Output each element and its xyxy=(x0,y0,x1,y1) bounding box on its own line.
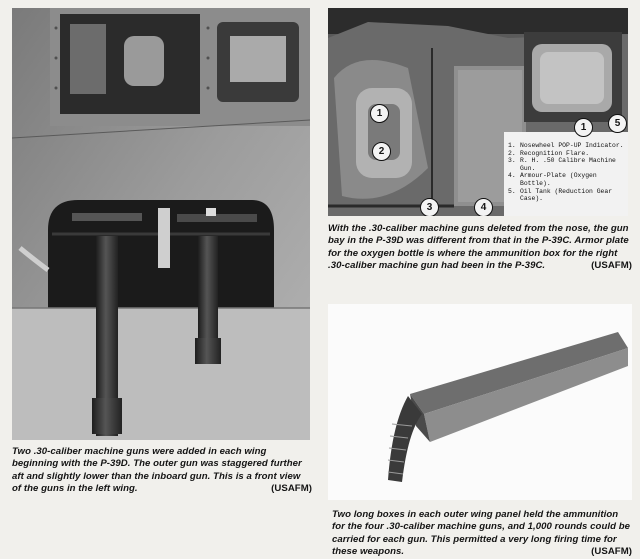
ammo-box-caption xyxy=(332,509,632,559)
legend-item: 2. Recognition Flare. xyxy=(508,149,590,157)
callout-1b: 1 xyxy=(574,118,593,137)
gun-bay-caption xyxy=(328,223,632,273)
ammo-box-photo xyxy=(328,304,632,500)
legend-item: 4. Armour-Plate (Oxygen Bottle). xyxy=(508,172,597,187)
ammo-box-caption-text: Two long boxes in each outer wing panel held the ammunition for the four .30-caliber machine guns, and 1,000 rounds could be carried for each gun. This permitted a very long firing time for these weapons. xyxy=(332,509,631,558)
callout-3: 3 xyxy=(420,198,439,216)
legend-item: 3. R. H. .50 Calibre Machine Gun. xyxy=(508,157,616,172)
callout-5: 5 xyxy=(608,114,627,133)
parts-legend xyxy=(508,142,624,203)
callout-1: 1 xyxy=(370,104,389,123)
callout-2: 2 xyxy=(372,142,391,161)
gun-bay-photo xyxy=(328,8,628,216)
legend-item: 1. Nosewheel POP-UP Indicator. xyxy=(508,142,624,149)
ammo-box-credit: (USAFM) xyxy=(591,546,632,558)
wing-guns-photo xyxy=(12,8,310,440)
wing-guns-caption xyxy=(12,446,312,496)
gun-bay-caption-text: With the .30-caliber machine guns deleted from the nose, the gun bay in the P-39D was different from that in the P-39C. Armor plate for the oxygen bottle is where the ammunition box for the right .30-caliber machine gun had been in the P-39C. xyxy=(328,223,629,272)
wing-guns-caption-text: Two .30-caliber machine guns were added in each wing beginning with the P-39D. The outer gun was staggered further aft and slightly lower than the inboard gun. This is a front view of the guns in the left wing. xyxy=(12,446,302,495)
gun-bay-credit: (USAFM) xyxy=(591,260,632,272)
legend-item: 5. Oil Tank (Reduction Gear Case). xyxy=(508,187,613,203)
wing-guns-credit: (USAFM) xyxy=(271,483,312,495)
callout-4: 4 xyxy=(474,198,493,216)
